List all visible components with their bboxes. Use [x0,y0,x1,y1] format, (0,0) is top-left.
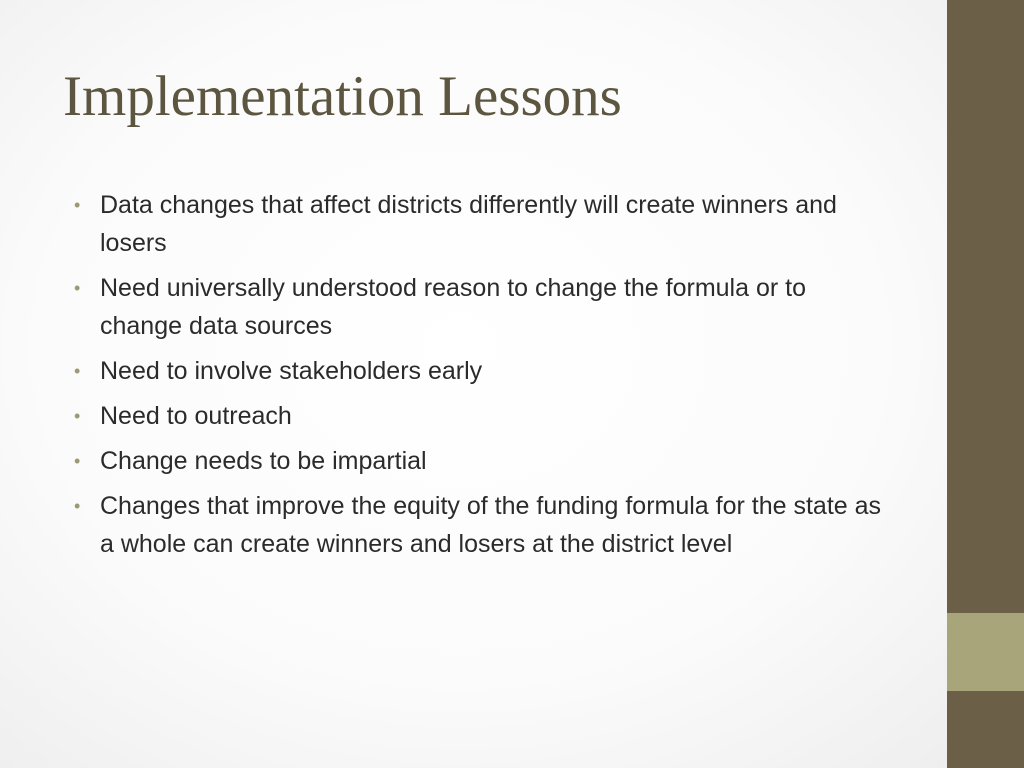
bullet-dot-icon: • [74,278,81,298]
bullet-dot-icon: • [74,406,81,426]
bullet-item [72,186,892,262]
bullet-dot-icon: • [74,195,81,215]
bullet-text: Need to involve stakeholders early [100,357,483,385]
bullet-item [72,269,892,345]
bullet-text: Change needs to be impartial [100,447,427,475]
bullet-dot-icon: • [74,361,81,381]
side-accent-block [947,613,1024,691]
bullet-item [72,442,892,480]
bullet-dot-icon: • [74,451,81,471]
bullet-item [72,487,892,563]
bullet-dot-icon: • [74,496,81,516]
slide-title: Implementation Lessons [63,65,622,128]
bullet-list [72,186,892,570]
bullet-text: Changes that improve the equity of the funding formula for the state as a whole can create winners and losers at the district level [100,492,882,558]
bullet-item [72,397,892,435]
bullet-text: Need to outreach [100,402,292,430]
bullet-item [72,352,892,390]
bullet-text: Need universally understood reason to change the formula or to change data sources [100,274,806,340]
bullet-text: Data changes that affect districts differently will create winners and losers [100,191,837,257]
